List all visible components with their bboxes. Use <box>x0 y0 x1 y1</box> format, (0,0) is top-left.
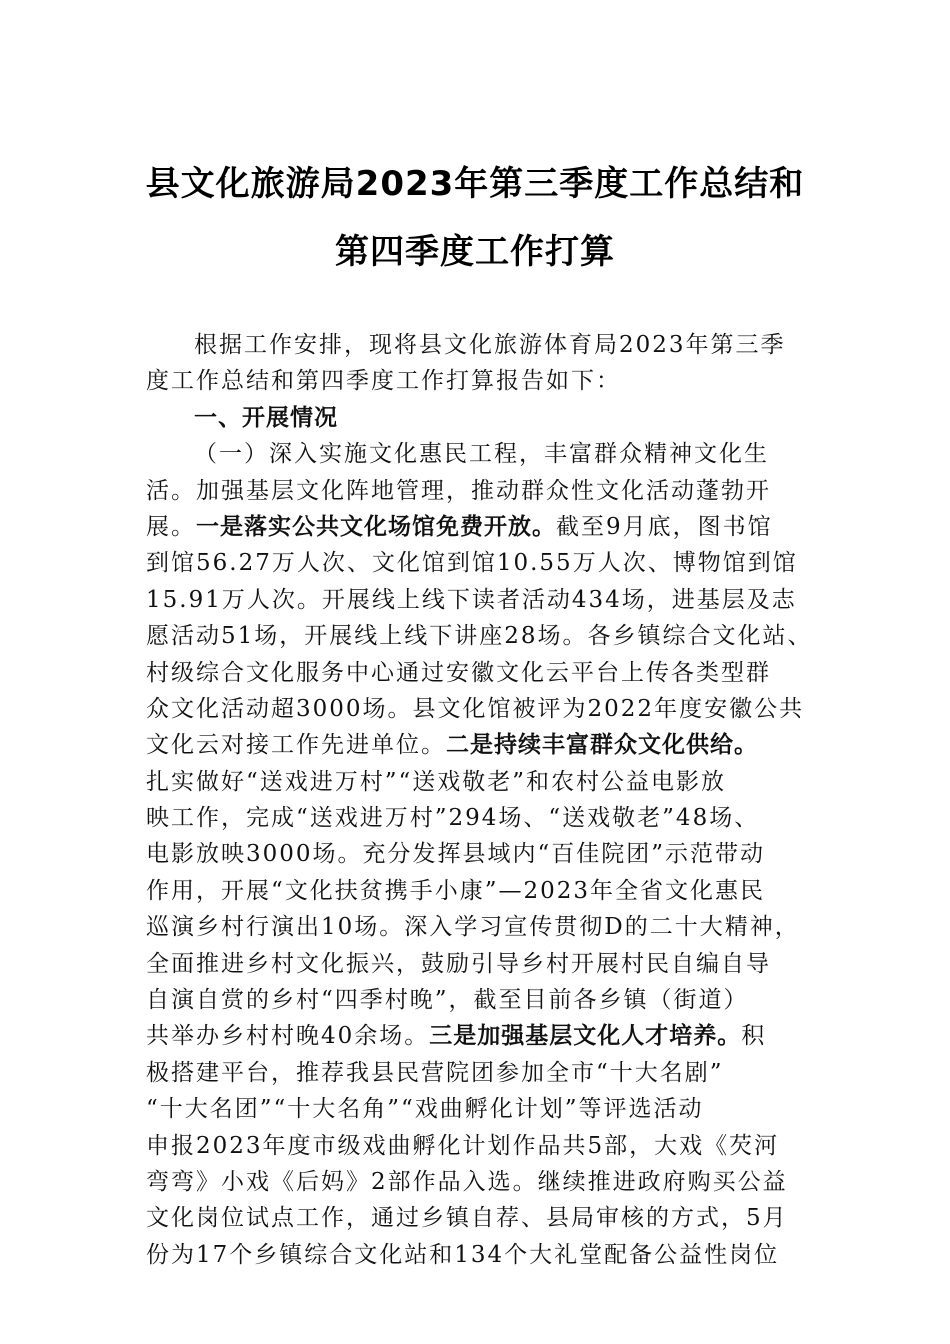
paragraph-text: 共举办乡村村晚40余场。 <box>146 1023 430 1050</box>
paragraph-line: 扎实做好“送戏进万村”“送戏敬老”和农村公益电影放 <box>146 768 727 795</box>
paragraph-line: 活。加强基层文化阵地管理，推动群众性文化活动蓬勃开 <box>146 477 771 504</box>
section-heading: 一、开展情况 <box>194 404 338 431</box>
key-point-1: 一是落实公共文化场馆免费开放。 <box>196 513 556 540</box>
paragraph-line: 村级综合文化服务中心通过安徽文化云平台上传各类型群 <box>146 659 771 686</box>
document-body <box>146 327 822 1273</box>
paragraph-line: 弯弯》小戏《后妈》2部作品入选。继续推进政府购买公益 <box>146 1168 788 1195</box>
paragraph-line: 文化岗位试点工作，通过乡镇自荐、县局审核的方式，5月 <box>146 1205 788 1232</box>
intro-paragraph-line: 根据工作安排，现将县文化旅游体育局2023年第三季 <box>194 332 786 358</box>
paragraph-line: 映工作，完成“送戏进万村”294场、“送戏敬老”48场、 <box>146 805 760 832</box>
paragraph-line: 愿活动51场，开展线上线下讲座28场。各乡镇综合文化站、 <box>146 623 813 650</box>
sub-heading-line: （一）深入实施文化惠民工程，丰富群众精神文化生 <box>194 441 769 468</box>
paragraph-line: 全面推进乡村文化振兴，鼓励引导乡村开展村民自编自导 <box>146 950 771 977</box>
paragraph-text: 积 <box>741 1023 767 1050</box>
paragraph-line: 15.91万人次。开展线上线下读者活动434场，进基层及志 <box>146 586 797 613</box>
key-point-3: 三是加强基层文化人才培养。 <box>429 1023 742 1050</box>
intro-paragraph-line: 度工作总结和第四季度工作打算报告如下： <box>146 368 621 395</box>
document-title-line-1: 县文化旅游局2023年第三季度工作总结和 <box>145 164 805 204</box>
paragraph-line <box>146 727 822 763</box>
paragraph-line: 作用，开展“文化扶贫携手小康”—2023年全省文化惠民 <box>146 877 766 904</box>
paragraph-line: 申报2023年度市级戏曲孵化计划作品共5部，大戏《芡河 <box>146 1132 780 1159</box>
paragraph-text: 展。 <box>146 513 196 540</box>
paragraph-line: 众文化活动超3000场。县文化馆被评为2022年度安徽公共 <box>146 695 805 722</box>
paragraph-line: 巡演乡村行演出10场。深入学习宣传贯彻D的二十大精神， <box>146 914 800 941</box>
paragraph-line: 自演自赏的乡村“四季村晚”，截至目前各乡镇（街道） <box>146 987 749 1014</box>
paragraph-text: 截至9月底，图书馆 <box>556 513 773 540</box>
paragraph-text: 文化云对接工作先进单位。 <box>146 732 446 759</box>
paragraph-line: “十大名团”“十大名角”“戏曲孵化计划”等评选活动 <box>146 1096 704 1123</box>
paragraph-line: 到馆56.27万人次、文化馆到馆10.55万人次、博物馆到馆 <box>146 550 798 577</box>
paragraph-line: 份为17个乡镇综合文化站和134个大礼堂配备公益性岗位 <box>146 1241 780 1268</box>
paragraph-line <box>146 509 822 545</box>
paragraph-line: 极搭建平台，推荐我县民营院团参加全市“十大名剧” <box>146 1059 724 1086</box>
paragraph-line <box>146 1018 822 1054</box>
paragraph-line: 电影放映3000场。充分发挥县域内“百佳院团”示范带动 <box>146 841 766 868</box>
document-title-line-2: 第四季度工作打算 <box>335 232 615 272</box>
key-point-2: 二是持续丰富群众文化供给。 <box>446 732 758 759</box>
